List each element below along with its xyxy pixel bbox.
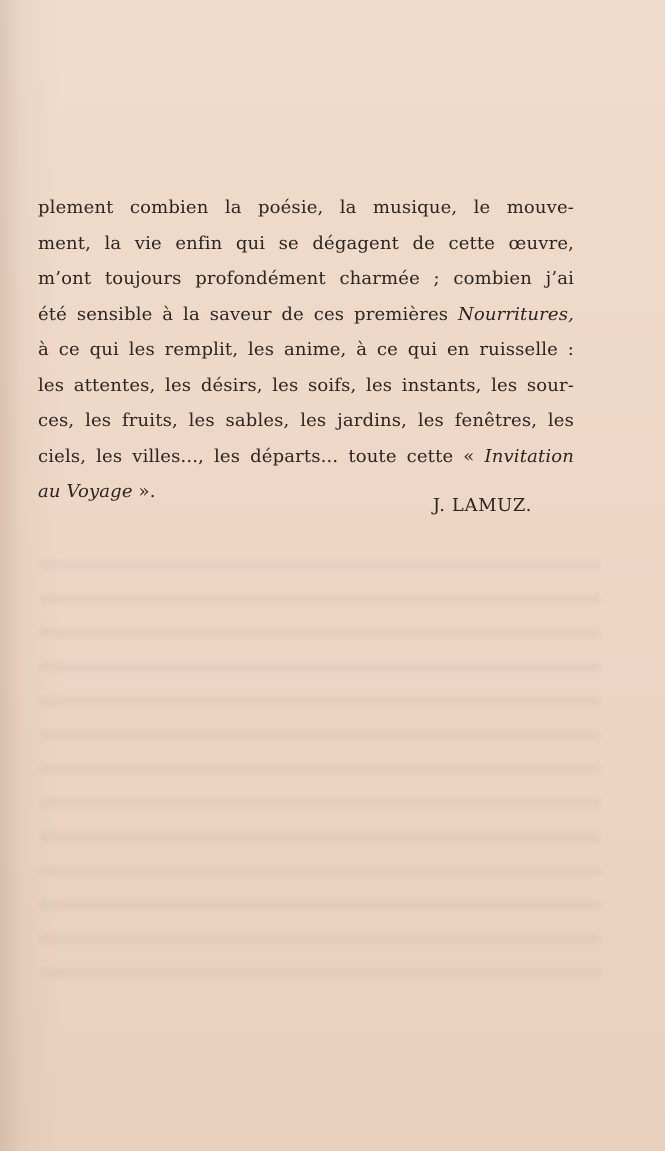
text-span: été sensible à la saveur de ces premières [38, 303, 458, 325]
italic-title: au Voyage [38, 481, 133, 502]
text-span: plement combien la poésie, la musique, le mouve- [38, 197, 574, 218]
text-line [38, 226, 574, 262]
text-line [38, 332, 574, 368]
text-line [38, 403, 574, 439]
text-span: à ce qui les remplit, les anime, à ce qui en ruisselle : [38, 339, 574, 360]
italic-title: Invitation [484, 445, 574, 467]
text-line [38, 261, 574, 297]
italic-title: Nourritures, [458, 303, 574, 325]
author-signature: J. LAMUZ. [432, 495, 532, 516]
text-line [38, 368, 574, 404]
text-span: ment, la vie enfin qui se dégagent de cette œuvre, [38, 232, 574, 254]
text-line [38, 297, 574, 333]
text-line [38, 190, 574, 226]
text-span: ». [132, 481, 156, 502]
text-span: ces, les fruits, les sables, les jardins, les fenêtres, les [38, 410, 574, 431]
body-paragraph [38, 190, 574, 510]
show-through-texture [40, 560, 600, 980]
text-span: m’ont toujours profondément charmée ; combien j’ai [38, 268, 574, 289]
text-span: les attentes, les désirs, les soifs, les instants, les sour- [38, 374, 574, 396]
text-span: ciels, les villes..., les départs... toute cette « [38, 445, 485, 467]
text-line [38, 439, 574, 475]
